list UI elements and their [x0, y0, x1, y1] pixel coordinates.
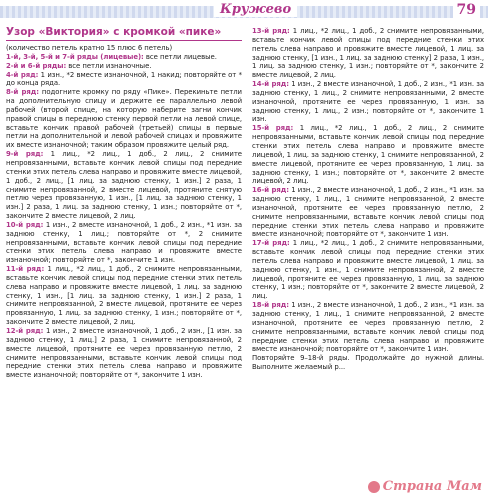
- row-text: 1 лиц., *2 лиц., 1 доб., 2 лиц., 2 снимите непровязанными, вставьте кончик левой спицы под передние стенки этих петель слева направо и провяжите вместе лицевой, 1 доб., 2 лиц., [1 лиц. за заднюю стенку, 1 изн.] 2 раза, 1 снимите непровязанной, 2 вместе лицевой, протяните снятую петлю через провязанную, 1 изн., [1 лиц. за заднюю стенку, 1 изн.] 2 раза, 1 лиц. за заднюю стенку, 1 изн.; повторяйте от *, закончите 2 вместе лицевой, 2 лиц.: [6, 150, 242, 221]
- pattern-paragraph: [252, 239, 484, 301]
- row-label: 1-й, 3-й, 5-й и 7-й ряды (лицевые):: [6, 52, 144, 61]
- pattern-paragraph: [6, 221, 242, 265]
- row-label: 2-й и 6-й ряды:: [6, 61, 67, 70]
- right-column: [252, 27, 484, 372]
- pattern-paragraph: [6, 62, 242, 71]
- row-text: 1 лиц., *2 лиц., 1 доб., 2 снимите непровязанными, вставьте кончик левой спицы под передние стенки этих петель слева направо и провяжите вместе лицевой, 1 лиц. за заднюю стенку, [1 изн., 1 лиц. за заднюю стенку] 2 раза, 1 изн., 1 лиц. за заднюю стенку, 1 изн.; повторяйте от *, закончите 2 вместе лицевой, 2 лиц.: [252, 27, 485, 80]
- chapter-title: Кружево: [214, 2, 297, 17]
- section-divider: [6, 40, 242, 41]
- watermark: [368, 479, 482, 494]
- row-label: 16-й ряд:: [252, 186, 289, 195]
- row-text: 1 лиц., *2 лиц., 1 доб., 2 снимите непровязанными, вставьте кончик левой спицы под передние стенки этих петель слева направо и провяжите вместе лицевой, 1 лиц. за заднюю стенку, 1 изн., [1 лиц. за заднюю стенку, 1 изн.] 2 раза, 1 снимите непровязанной, 2 вместе лицевой, протяните ее через провязанную, 1 лиц. за заднюю стенку, 1 изн.; повторяйте от *, закончите 2 вместе лицевой, 2 лиц.: [6, 265, 242, 327]
- row-text: подогните кромку по ряду «Пике». Перекиньте петли на дополнительную спицу и держите ее параллельно левой рабочей (второй спице, на которую наберите загни кончик правой спицы в переднюю стенку первой петли на левой спице, вставьте кончик правой рабочей (третьей) спицы в первые петли на дополнительной и левой рабочей спицах и провяжите их вместе изнаночной; таким образом провяжите целый ряд.: [6, 88, 242, 150]
- watermark-text: Страна Мам: [382, 479, 482, 494]
- row-label: 8-й ряд:: [6, 88, 39, 97]
- row-text: Повторяйте 9–18-й ряды. Продолжайте до нужной длины. Выполните желаемый р...: [252, 354, 484, 372]
- pattern-paragraph: [6, 88, 242, 150]
- page-header: [0, 0, 488, 22]
- watermark-logo-icon: [368, 481, 380, 493]
- row-text: все петли изнаночные.: [66, 61, 152, 70]
- row-text: 1 изн., 2 вместе изнаночной, 1 доб., 2 изн., *1 изн. за заднюю стенку, 1 лиц.; повторяйте от *, 2 снимите непровязанными, вставьте кончик левой спицы под передние стенки этих петель слева направо и провяжите вместе изнаночной; повторяйте от *, закончите 1 изн.: [6, 220, 242, 265]
- row-label: 11-й ряд:: [6, 265, 45, 274]
- pattern-paragraph: [6, 150, 242, 221]
- left-column: [6, 44, 242, 380]
- pattern-paragraph: [6, 53, 242, 62]
- pattern-paragraph: [252, 301, 484, 354]
- row-label: 4-й ряд:: [6, 70, 39, 79]
- row-label: 14-й ряд:: [252, 80, 289, 89]
- pattern-paragraph: [6, 71, 242, 89]
- page-number: 79: [453, 2, 480, 18]
- row-label: 17-й ряд:: [252, 239, 290, 248]
- row-label: 15-й ряд:: [252, 124, 294, 133]
- row-text: 1 изн., 2 вместе изнаночной, 1 доб., 2 изн., [1 изн. за заднюю стенку, 1 лиц.] 2 раза, 1 снимите непровязанной, 2 вместе лицевой, протяните ее через провязанную петлю, 2 снимите непровязанными, вставьте кончик левой спицы под передние стенки этих петель слева направо и провяжите вместе изнаночной; повторяйте от *, закончите 1 изн.: [6, 327, 243, 380]
- row-label: 9-й ряд:: [6, 150, 44, 159]
- row-text: 1 изн., 2 вместе изнаночной, 1 доб., 2 изн., *1 изн. за заднюю стенку, 1 лиц., 1 снимите непровязанной, 2 вместе изнаночной, протяните ее через провязанную петлю, 2 снимите непровязанными, вставьте кончик левой спицы под передние стенки этих петель слева направо и провяжите вместе изнаночной; повторяйте от *, закончите 1 изн.: [252, 301, 484, 354]
- pattern-paragraph: [252, 354, 484, 372]
- row-label: 13-й ряд:: [252, 27, 290, 35]
- pattern-paragraph: [252, 80, 484, 124]
- pattern-paragraph: [6, 265, 242, 327]
- section-title: Узор «Виктория» с кромкой «пике»: [6, 26, 222, 38]
- pattern-paragraph: [252, 186, 484, 239]
- row-label: 10-й ряд:: [6, 220, 44, 229]
- pattern-paragraph: [6, 327, 242, 380]
- row-text: все петли лицевые.: [143, 52, 217, 61]
- row-label: 12-й ряд:: [6, 327, 44, 335]
- row-label: 18-й ряд:: [252, 301, 289, 310]
- row-text: (количество петель кратно 15 плюс 6 петель): [6, 44, 173, 52]
- row-text: 1 изн., 2 вместе изнаночной, 1 доб., 2 изн., *1 изн. за заднюю стенку, 1 лиц., 1 снимите непровязанной, 2 вместе изнаночной, протяните ее через провязанную петлю, 2 снимите непровязанными, вставьте кончик левой спицы под передние стенки этих петель слева направо и провяжите вместе изнаночной; повторяйте от *, закончите 1 изн.: [252, 186, 484, 239]
- row-text: 1 лиц., *2 лиц., 1 доб., 2 лиц., 2 снимите непровязанными, вставьте кончик левой спицы под передние стенки этих петель слева направо и провяжите вместе лицевой, 1 лиц. за заднюю стенку, 1 снимите непровязанной, 2 вместе лицевой, протяните ее через провязанную, 1 лиц. за заднюю стенку, 1 изн.; повторяйте от *, закончите 2 вместе лицевой, 2 лиц.: [252, 124, 484, 186]
- row-text: 1 изн., 2 вместе изнаночной, 1 доб., 2 изн., *1 изн. за заднюю стенку, 1 лиц., 2 снимите непровязанными, 2 вместе изнаночной, протяните ее через провязанную, 1 изн. за заднюю стенку, 1 лиц., 2 изн.; повторяйте от *, закончите 1 изн.: [252, 80, 484, 124]
- pattern-paragraph: [252, 27, 484, 80]
- row-text: 1 лиц., *2 лиц., 1 доб., 2 снимите непровязанными, вставьте кончик левой спицы под передние стенки этих петель слева направо и провяжите вместе лицевой, 1 лиц. за заднюю стенку, 1 изн., 1 снимите непровязанной, 2 вместе лицевой, протяните ее через провязанную, 1 лиц. за заднюю стенку, 1 изн.; повторяйте от *, закончите 2 вместе лицевой, 2 лиц.: [252, 239, 485, 301]
- row-text: 1 изн., *2 вместе изнаночной, 1 накид; повторяйте от * до конца ряда.: [6, 70, 242, 88]
- pattern-paragraph: [6, 44, 242, 53]
- pattern-paragraph: [252, 124, 484, 186]
